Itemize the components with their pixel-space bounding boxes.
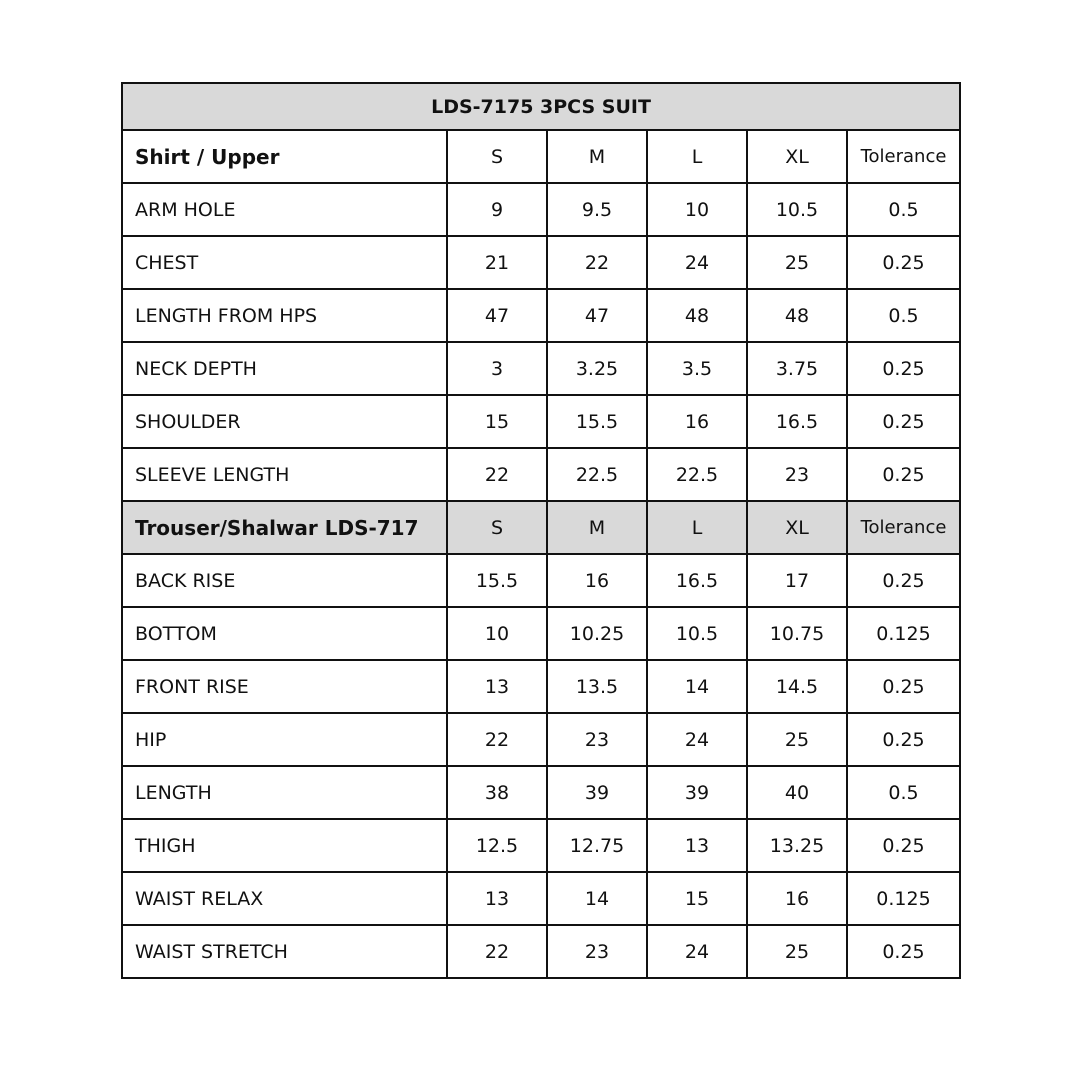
table-row [122, 395, 960, 448]
size-s-value: 22 [447, 448, 547, 501]
size-l-value: 3.5 [647, 342, 747, 395]
size-l-value: 14 [647, 660, 747, 713]
measurement-label: THIGH [122, 819, 447, 872]
size-xl-value: 14.5 [747, 660, 847, 713]
measurement-label: LENGTH [122, 766, 447, 819]
tolerance-value: 0.25 [847, 395, 960, 448]
size-l-header: L [647, 130, 747, 183]
table-row [122, 607, 960, 660]
table-title: LDS-7175 3PCS SUIT [122, 83, 960, 130]
size-l-value: 10 [647, 183, 747, 236]
measurement-label: SHOULDER [122, 395, 447, 448]
size-s-header: S [447, 130, 547, 183]
size-chart-table [121, 82, 961, 979]
measurement-label: WAIST RELAX [122, 872, 447, 925]
measurement-label: NECK DEPTH [122, 342, 447, 395]
size-l-value: 24 [647, 925, 747, 978]
size-s-header: S [447, 501, 547, 554]
tolerance-header: Tolerance [847, 501, 960, 554]
size-xl-header: XL [747, 501, 847, 554]
size-s-value: 13 [447, 872, 547, 925]
size-l-value: 24 [647, 713, 747, 766]
table-row [122, 448, 960, 501]
table-row [122, 342, 960, 395]
size-s-value: 38 [447, 766, 547, 819]
size-l-value: 13 [647, 819, 747, 872]
measurement-label: ARM HOLE [122, 183, 447, 236]
measurement-label: LENGTH FROM HPS [122, 289, 447, 342]
size-xl-value: 17 [747, 554, 847, 607]
tolerance-value: 0.25 [847, 819, 960, 872]
size-m-value: 10.25 [547, 607, 647, 660]
size-l-value: 48 [647, 289, 747, 342]
shirt-section-label: Shirt / Upper [122, 130, 447, 183]
size-l-value: 39 [647, 766, 747, 819]
size-l-value: 10.5 [647, 607, 747, 660]
size-xl-value: 25 [747, 236, 847, 289]
table-row [122, 713, 960, 766]
size-m-value: 22.5 [547, 448, 647, 501]
tolerance-value: 0.5 [847, 766, 960, 819]
tolerance-value: 0.25 [847, 342, 960, 395]
trouser-section-label: Trouser/Shalwar LDS-717 [122, 501, 447, 554]
title-row [122, 83, 960, 130]
size-m-value: 22 [547, 236, 647, 289]
size-s-value: 47 [447, 289, 547, 342]
size-m-value: 23 [547, 713, 647, 766]
table-row [122, 660, 960, 713]
size-m-value: 14 [547, 872, 647, 925]
size-xl-header: XL [747, 130, 847, 183]
tolerance-value: 0.25 [847, 554, 960, 607]
table-row [122, 819, 960, 872]
size-xl-value: 13.25 [747, 819, 847, 872]
size-s-value: 15 [447, 395, 547, 448]
table-row [122, 183, 960, 236]
size-s-value: 13 [447, 660, 547, 713]
size-l-header: L [647, 501, 747, 554]
size-s-value: 21 [447, 236, 547, 289]
measurement-label: FRONT RISE [122, 660, 447, 713]
size-m-value: 16 [547, 554, 647, 607]
tolerance-value: 0.5 [847, 289, 960, 342]
measurement-label: BACK RISE [122, 554, 447, 607]
size-xl-value: 16 [747, 872, 847, 925]
size-m-value: 23 [547, 925, 647, 978]
size-l-value: 22.5 [647, 448, 747, 501]
size-s-value: 15.5 [447, 554, 547, 607]
tolerance-value: 0.25 [847, 448, 960, 501]
measurement-label: WAIST STRETCH [122, 925, 447, 978]
size-xl-value: 23 [747, 448, 847, 501]
size-m-value: 9.5 [547, 183, 647, 236]
size-s-value: 3 [447, 342, 547, 395]
size-s-value: 10 [447, 607, 547, 660]
size-xl-value: 25 [747, 713, 847, 766]
size-m-header: M [547, 130, 647, 183]
size-s-value: 22 [447, 713, 547, 766]
tolerance-value: 0.125 [847, 607, 960, 660]
tolerance-value: 0.125 [847, 872, 960, 925]
shirt-header-row [122, 130, 960, 183]
tolerance-value: 0.25 [847, 925, 960, 978]
trouser-header-row [122, 501, 960, 554]
table-row [122, 236, 960, 289]
table-row [122, 872, 960, 925]
measurement-label: BOTTOM [122, 607, 447, 660]
table-row [122, 766, 960, 819]
size-xl-value: 10.75 [747, 607, 847, 660]
table-row [122, 925, 960, 978]
size-m-value: 3.25 [547, 342, 647, 395]
measurement-label: CHEST [122, 236, 447, 289]
size-m-header: M [547, 501, 647, 554]
size-m-value: 15.5 [547, 395, 647, 448]
table-row [122, 289, 960, 342]
tolerance-value: 0.25 [847, 660, 960, 713]
size-m-value: 47 [547, 289, 647, 342]
size-xl-value: 40 [747, 766, 847, 819]
size-m-value: 13.5 [547, 660, 647, 713]
tolerance-value: 0.25 [847, 236, 960, 289]
size-l-value: 16 [647, 395, 747, 448]
table-row [122, 554, 960, 607]
size-xl-value: 48 [747, 289, 847, 342]
size-s-value: 22 [447, 925, 547, 978]
measurement-label: SLEEVE LENGTH [122, 448, 447, 501]
tolerance-header: Tolerance [847, 130, 960, 183]
size-s-value: 12.5 [447, 819, 547, 872]
size-m-value: 12.75 [547, 819, 647, 872]
size-xl-value: 25 [747, 925, 847, 978]
size-l-value: 16.5 [647, 554, 747, 607]
size-xl-value: 10.5 [747, 183, 847, 236]
size-l-value: 15 [647, 872, 747, 925]
size-l-value: 24 [647, 236, 747, 289]
size-s-value: 9 [447, 183, 547, 236]
tolerance-value: 0.5 [847, 183, 960, 236]
tolerance-value: 0.25 [847, 713, 960, 766]
measurement-label: HIP [122, 713, 447, 766]
size-xl-value: 3.75 [747, 342, 847, 395]
size-m-value: 39 [547, 766, 647, 819]
size-xl-value: 16.5 [747, 395, 847, 448]
